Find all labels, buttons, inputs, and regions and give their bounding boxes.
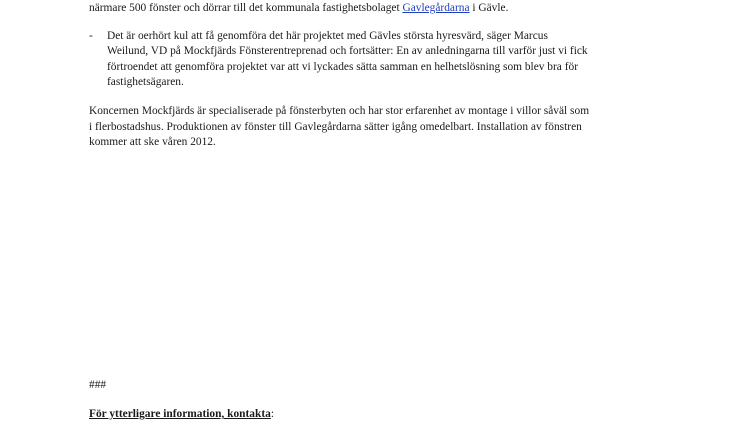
quote-line-1: Det är oerhört kul att få genomföra det här projektet med Gävles största hyresvärd, säger Marcus <box>107 30 548 42</box>
gavlegardarna-link[interactable]: Gavlegårdarna <box>402 2 470 14</box>
contact-heading: För ytterligare information, kontakta <box>89 408 271 420</box>
contact-heading-line <box>89 407 274 422</box>
quote-dash: - <box>89 30 93 42</box>
separator-marks: ### <box>89 379 107 391</box>
paragraph-line-1: Koncernen Mockfjärds är specialiserade på fönsterbyten och har stor erfarenhet av montage i villor såväl som <box>89 105 590 117</box>
quote-line-4: fastighetsägaren. <box>107 76 184 88</box>
contact-colon: : <box>270 408 274 420</box>
quote-line-3: förtroendet att genomföra projektet var att vi lyckades sätta samman en helhetslösning som blev bra för <box>107 61 578 73</box>
intro-text-before-link: närmare 500 fönster och dörrar till det kommunala fastighetsbolaget <box>89 2 403 14</box>
paragraph-line-3: kommer att ske våren 2012. <box>89 136 216 148</box>
quote-line-2: Weilund, VD på Mockfjärds Fönsterentreprenad och fortsätter: En av anledningarna till varför just vi fick <box>107 45 588 57</box>
paragraph-line-2: i flerbostadshus. Produktionen av fönster till Gavlegårdarna sätter igång omedelbart. Installation av fönstren <box>89 121 582 133</box>
intro-text-after-link: i Gävle. <box>469 2 509 14</box>
intro-line <box>89 1 508 16</box>
